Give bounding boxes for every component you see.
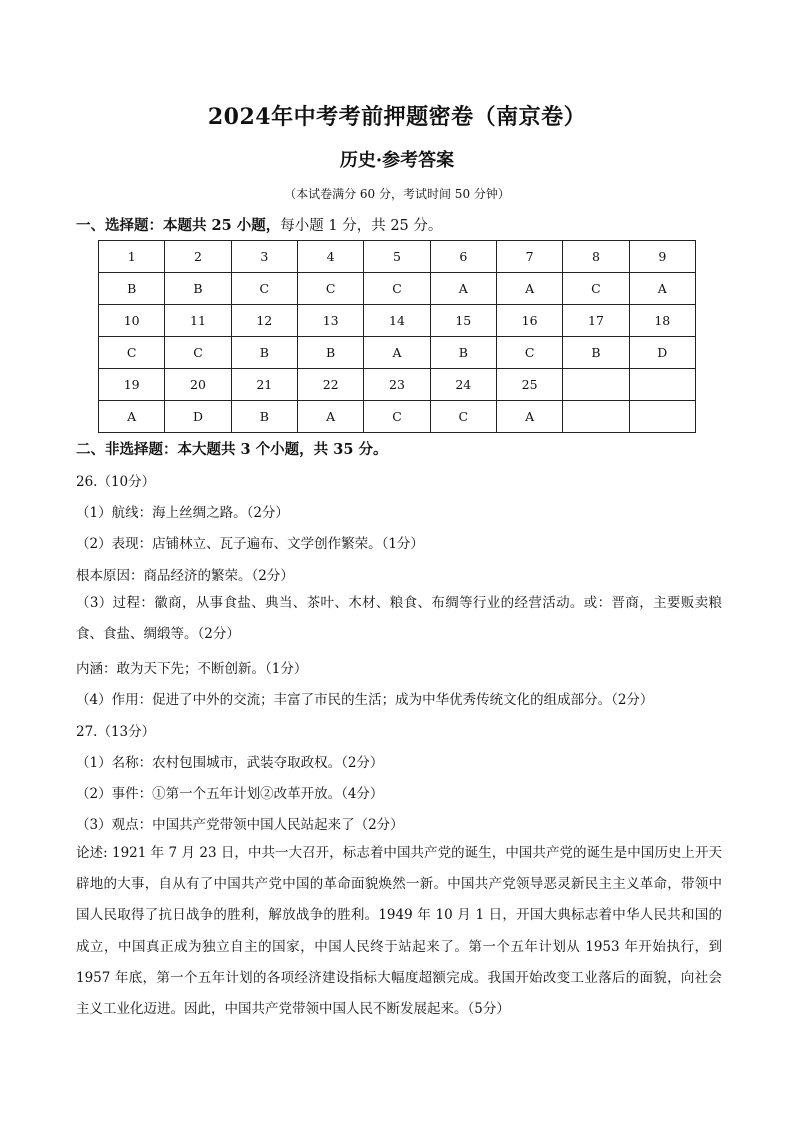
question-number-cell: 15 <box>430 305 496 337</box>
answer-table-row <box>99 273 696 305</box>
answer-cell: C <box>99 337 165 369</box>
section-1-heading-rest: 每小题 1 分，共 25 分。 <box>280 218 443 234</box>
q26-answer-2: （2）表现：店铺林立、瓦子遍布、文学创作繁荣。（1分） <box>76 536 424 552</box>
question-number-cell: 11 <box>165 305 231 337</box>
q27-heading: 27.（13分） <box>76 724 156 740</box>
question-number-cell: 14 <box>364 305 430 337</box>
answer-cell <box>563 401 629 433</box>
question-number-cell: 5 <box>364 241 430 273</box>
question-number-cell: 7 <box>496 241 562 273</box>
question-number-cell: 21 <box>231 369 297 401</box>
question-number-cell: 25 <box>496 369 562 401</box>
question-number-cell: 17 <box>563 305 629 337</box>
answer-cell <box>629 401 695 433</box>
question-number-cell: 24 <box>430 369 496 401</box>
answer-cell: C <box>563 273 629 305</box>
exam-note: （本试卷满分 60 分，考试时间 50 分钟） <box>284 187 510 201</box>
question-number-cell: 13 <box>297 305 363 337</box>
answer-table-row <box>99 305 696 337</box>
answer-cell: A <box>364 337 430 369</box>
answer-cell: C <box>496 337 562 369</box>
answer-table-row <box>99 337 696 369</box>
answer-cell: D <box>165 401 231 433</box>
section-1-heading-bold: 一、选择题：本题共 25 小题， <box>76 217 281 234</box>
question-number-cell: 8 <box>563 241 629 273</box>
q26-answer-6: （4）作用：促进了中外的交流；丰富了市民的生活；成为中华优秀传统文化的组成部分。（2分） <box>76 692 654 708</box>
answer-table-row <box>99 401 696 433</box>
q27-answer-3: （3）观点：中国共产党带领中国人民站起来了（2分） <box>76 817 404 833</box>
question-number-cell: 16 <box>496 305 562 337</box>
q27-essay: 论述: 1921 年 7 月 23 日，中共一大召开，标志着中国共产党的诞生，中国共产党的诞生是中国历史上开天辟地的大事，自从有了中国共产党中国的革命面貌焕然一新。中国共产党领导恶灵新民主主义革命，带领中国人民取得了抗日战争的胜利，解放战争的胜利。1949 年 10 月 1 日，开国大典标志着中华人民共和国的成立，中国真正成为独立自主的国家，中国人民终于站起来了。第一个五年计划从 1953 年开始执行，到 1957 年底，第一个五年计划的各项经济建设指标大幅度超额完成。我国开始改变工业落后的面貌，向社会主义工业化迈进。因此，中国共产党带领中国人民不断发展起来。（5分） <box>76 845 722 1018</box>
question-number-cell: 2 <box>165 241 231 273</box>
answer-cell: C <box>364 273 430 305</box>
answer-cell: A <box>430 273 496 305</box>
answer-cell: B <box>563 337 629 369</box>
question-number-cell: 19 <box>99 369 165 401</box>
answer-cell: B <box>231 337 297 369</box>
answer-cell: C <box>430 401 496 433</box>
q26-answer-4: （3）过程：徽商，从事食盐、典当、茶叶、木材、粮食、布绸等行业的经营活动。或：晋商，主要贩卖粮食、食盐、绸缎等。（2分） <box>76 595 722 643</box>
answer-cell: C <box>231 273 297 305</box>
page-title: 2024年中考考前押题密卷（南京卷） <box>207 104 587 130</box>
page-subtitle: 历史·参考答案 <box>339 150 455 171</box>
answer-cell: A <box>99 401 165 433</box>
question-number-cell: 20 <box>165 369 231 401</box>
answer-cell: C <box>364 401 430 433</box>
answer-table <box>98 240 696 433</box>
question-number-cell <box>563 369 629 401</box>
answer-cell: A <box>496 401 562 433</box>
answer-table-row <box>99 369 696 401</box>
answer-cell: B <box>165 273 231 305</box>
question-number-cell <box>629 369 695 401</box>
q26-answer-3: 根本原因：商品经济的繁荣。（2分） <box>76 568 294 584</box>
answer-cell: B <box>297 337 363 369</box>
q26-heading: 26.（10分） <box>76 474 156 490</box>
question-number-cell: 23 <box>364 369 430 401</box>
answer-table-row <box>99 241 696 273</box>
answer-cell: D <box>629 337 695 369</box>
q26-answer-1: （1）航线：海上丝绸之路。（2分） <box>76 505 289 521</box>
answer-cell: C <box>165 337 231 369</box>
q27-answer-2: （2）事件：①第一个五年计划②改革开放。（4分） <box>76 786 384 802</box>
question-number-cell: 6 <box>430 241 496 273</box>
q26-answer-5: 内涵：敢为天下先；不断创新。（1分） <box>76 661 308 677</box>
question-number-cell: 18 <box>629 305 695 337</box>
question-number-cell: 22 <box>297 369 363 401</box>
answer-cell: B <box>430 337 496 369</box>
question-number-cell: 12 <box>231 305 297 337</box>
q27-answer-1: （1）名称：农村包围城市，武装夺取政权。（2分） <box>76 755 384 771</box>
question-number-cell: 10 <box>99 305 165 337</box>
question-number-cell: 3 <box>231 241 297 273</box>
section-1-heading <box>76 214 442 235</box>
answer-cell: A <box>297 401 363 433</box>
question-number-cell: 9 <box>629 241 695 273</box>
answer-cell: C <box>297 273 363 305</box>
answer-cell: A <box>496 273 562 305</box>
question-number-cell: 1 <box>99 241 165 273</box>
section-2-heading: 二、非选择题：本大题共 3 个小题，共 35 分。 <box>76 441 388 458</box>
answer-cell: B <box>99 273 165 305</box>
answer-cell: B <box>231 401 297 433</box>
answer-cell: A <box>629 273 695 305</box>
question-number-cell: 4 <box>297 241 363 273</box>
